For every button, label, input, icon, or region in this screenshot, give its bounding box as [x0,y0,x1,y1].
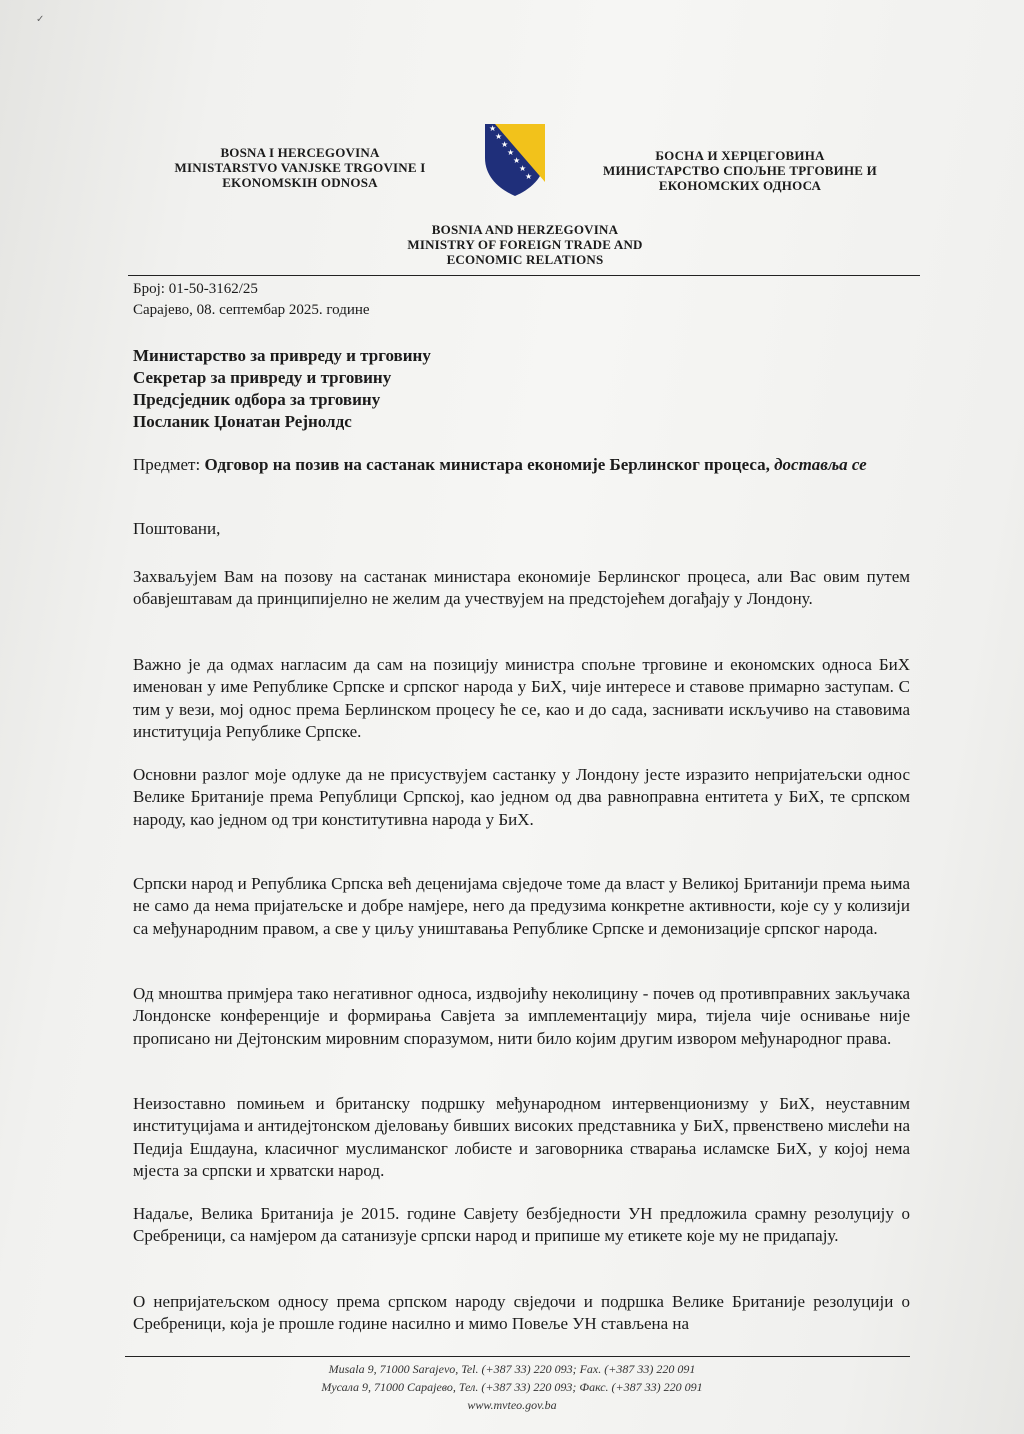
header-right-block [590,148,890,193]
header-center-line: MINISTRY OF FOREIGN TRADE AND [407,237,643,252]
body-paragraph: Неизоставно помињем и британску подршку међународном интервенционизму у БиХ, неуставним институцијама и антидејтонском дјеловању бивших високих представника у БиХ, првенствено мислећи на Педија Ешдауна, класичног муслиманског лобисте и заговорника стварања исламске БиХ, у којој нема мјеста за српски и хрватски народ. [133,1094,910,1181]
body-paragraph: Од мноштва примјера тако негативног односа, издвојићу неколицину - почев од противправних закључака Лондонске конференције и формирања Савјета за имплементацију мира, тијела чије оснивање није прописано ни Дејтонским мировним споразумом, нити било којим другим извором међународног права. [133,984,910,1048]
body-paragraph: Српски народ и Република Српска већ деценијама свједоче томе да власт у Великој Британији према њима не само да нема пријатељске и добре намјере, него да предузима конкретне активности, које су у колизији са међународним правом, а све у циљу уништавања Републике Српске и демонизације српског народа. [133,874,910,938]
footer-address-cyrillic: Мусала 9, 71000 Сарајево, Тел. (+387 33) 220 093; Факс. (+387 33) 220 091 [321,1380,703,1394]
subject-title: Одговор на позив на састанак министара економије Берлинског процеса, [204,455,770,474]
header-left-block [160,145,440,190]
body-paragraph: Основни разлог моје одлуке да не присуствујем састанку у Лондону јесте изразито непријатељски однос Велике Британије према Републици Српској, као једном од два равноправна ентитета у БиХ, те српском народу, као једном од три конститутивна народа у БиХ. [133,765,910,829]
body-paragraph: Захваљујем Вам на позову на састанак министара економије Берлинског процеса, али Вас овим путем обавјештавам да принципијелно не желим да учествујем на предстојећем догађају у Лондону. [133,567,910,609]
reference-number: Број: 01-50-3162/25 [133,281,258,297]
svg-text:★: ★ [495,132,503,141]
svg-text:★: ★ [513,156,521,165]
subject-suffix: доставља се [774,455,867,474]
subject-line [133,454,910,476]
recipient-line: Министарство за привреду и трговину [133,346,431,365]
corner-mark: ✓ [36,14,45,25]
recipient-line: Посланик Џонатан Рејнолдс [133,412,352,431]
coat-of-arms-icon [483,122,547,198]
subject-label: Предмет: [133,455,201,474]
header-right-line: ЕКОНОМСКИХ ОДНОСА [658,178,822,193]
header-left-line: BOSNA I HERCEGOVINA [220,145,380,160]
header-center-block [380,222,670,267]
header-center-line: ECONOMIC RELATIONS [446,252,604,267]
svg-text:★: ★ [525,172,533,181]
body-paragraph: Важно је да одмах нагласим да сам на позицију министра спољне трговине и економских односа БиХ именован у име Републике Српске и српског народа у БиХ, чије интересе и ставове примарно заступам. С тим у вези, мој однос према Берлинском процесу ће се, као и до сада, заснивати искључиво на ставовима институција Републике Српске. [133,655,910,742]
body-paragraph: О непријатељском односу према српском народу свједочи и подршка Велике Британије резолуцији о Сребреници, која је прошле године насилно и мимо Повеље УН стављена на [133,1292,910,1334]
header-left-line: EKONOMSKIH ODNOSA [222,175,378,190]
header-right-line: МИНИСТАРСТВО СПОЉНЕ ТРГОВИНЕ И [603,163,877,178]
body-paragraph: Надаље, Велика Британија је 2015. године Савјету безбједности УН предложила срамну резолуцију о Сребреници, са намјером да сатанизује српски народ и припише му етикете које му не придапају. [133,1204,910,1246]
header-center-line: BOSNIA AND HERZEGOVINA [431,222,619,237]
recipient-line: Секретар за привреду и трговину [133,368,392,387]
footer-website-link[interactable]: www.mvteo.gov.ba [467,1398,557,1412]
svg-text:★: ★ [519,164,527,173]
recipient-line: Предсједник одбора за трговину [133,390,381,409]
footer-address-latin: Musala 9, 71000 Sarajevo, Tel. (+387 33) 220 093; Fax. (+387 33) 220 091 [328,1362,696,1376]
greeting: Поштовани, [133,519,221,538]
header-left-line: MINISTARSTVO VANJSKE TRGOVINE I [174,160,426,175]
footer-divider [125,1356,910,1357]
svg-text:★: ★ [501,140,509,149]
reference-block [133,279,370,321]
reference-place-date: Сарајево, 08. септембар 2025. године [133,302,370,318]
recipients-block [133,345,431,433]
header-divider [128,275,920,276]
svg-text:★: ★ [507,148,515,157]
svg-text:★: ★ [489,124,497,133]
header-right-line: БОСНА И ХЕРЦЕГОВИНА [655,148,825,163]
